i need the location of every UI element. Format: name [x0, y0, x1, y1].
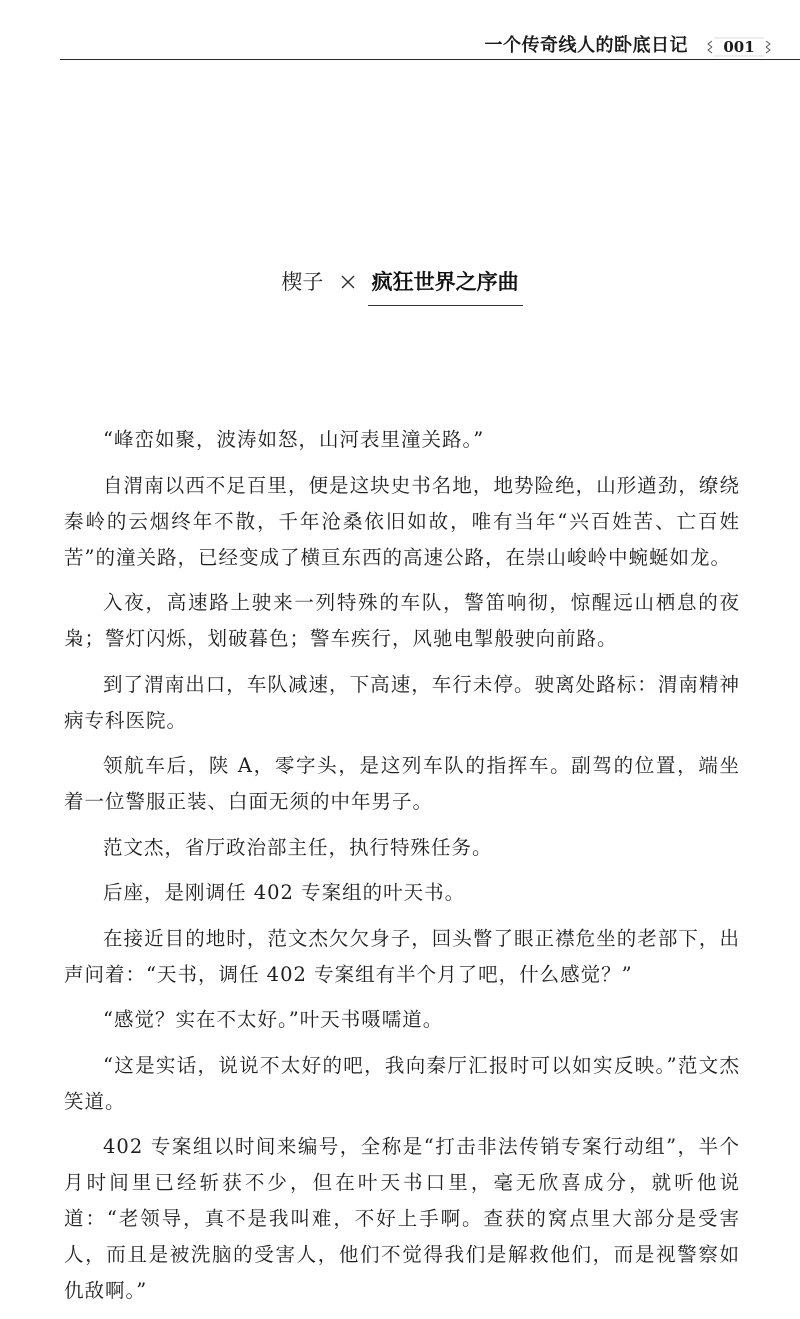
paragraph: “峰峦如聚，波涛如怒，山河表里潼关路。”: [103, 428, 485, 451]
paragraph: 到了渭南出口，车队减速，下高速，车行未停。驶离处路标：渭南精神病专科医院。: [64, 672, 740, 732]
running-title: 一个传奇线人的卧底日记: [484, 35, 688, 56]
paragraph: 在接近目的地时，范文杰欠欠身子，回头瞥了眼正襟危坐的老部下，出声问着：“天书，调任 402 专案组有半个月了吧，什么感觉？”: [64, 926, 740, 986]
chapter-title: 疯狂世界之序曲: [371, 270, 519, 294]
paragraph: “这是实话，说说不太好的吧，我向秦厅汇报时可以如实反映。”范文杰笑道。: [64, 1053, 740, 1113]
chapter-label: 楔子: [281, 270, 324, 294]
chapter-heading: [0, 264, 800, 304]
paragraph: 范文杰，省厅政治部主任，执行特殊任务。: [103, 835, 493, 859]
paragraph: 402 专案组以时间来编号，全称是“打击非法传销专案行动组”，半个月时间里已经斩获不少，但在叶天书口里，毫无欣喜成分，就听他说道：“老领导，真不是我叫难，不好上手啊。查获的窝点里大部分是受害人，而且是被洗脑的受害人，他们不觉得我们是解救他们，而是视警察如仇敌啊。”: [64, 1135, 740, 1302]
page-number-badge: [706, 35, 772, 59]
body-text: [64, 422, 740, 1319]
chapter-title-block: [372, 264, 519, 306]
paragraph: 入夜，高速路上驶来一列特殊的车队，警笛响彻，惊醒远山栖息的夜枭；警灯闪烁，划破暮色；警车疾行，风驰电掣般驶向前路。: [64, 591, 740, 650]
chapter-title-underline: [368, 305, 523, 306]
paragraph: 后座，是刚调任 402 专案组的叶天书。: [103, 881, 466, 904]
cross-icon: [339, 273, 357, 291]
header-rule: [60, 59, 800, 60]
page-number: 001: [723, 38, 755, 56]
running-header: [60, 34, 800, 64]
paragraph: “感觉？实在不太好。”叶天书嗫嚅道。: [103, 1008, 444, 1031]
paragraph: 领航车后，陕 A，零字头，是这列车队的指挥车。副驾的位置，端坐着一位警服正装、白面无须的中年男子。: [64, 754, 740, 813]
paragraph: 自渭南以西不足百里，便是这块史书名地，地势险绝，山形遒劲，缭绕秦岭的云烟终年不散，千年沧桑依旧如故，唯有当年“兴百姓苦、亡百姓苦”的潼关路，已经变成了横亘东西的高速公路，在崇山峻岭中蜿蜒如龙。: [64, 473, 740, 569]
